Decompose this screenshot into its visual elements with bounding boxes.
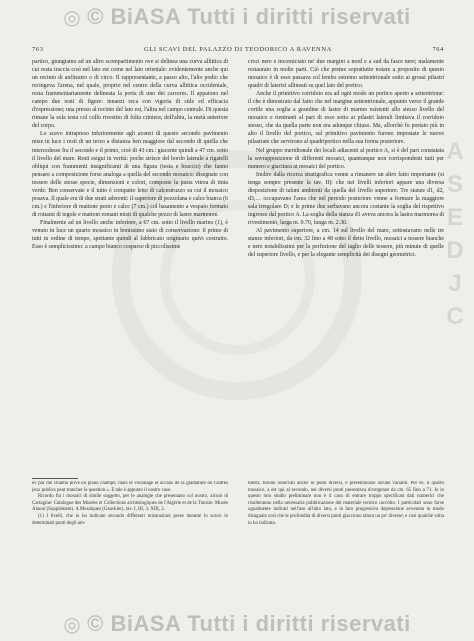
copyright-logo-icon: ◎ [63, 614, 82, 636]
watermark-side-letter: E [446, 204, 463, 231]
right-column-paragraph: Anche il primitivo corridoio era ad ogni modo un portico aperto a settentrione: il che è dimostrato dal fatto che nel margine settentrionale, appunto verso il grande cortile una soglia a grandine di lastre di marmo esistenti allo stesso livello del mosaico e rientranti al pari di esso sotto ai pilastri laterali limitava il corridoio stesso, che da quella parte non era adunque chiuso. Ma, allorchè fu portato più in alto il livello del portico, sul primitivo pavimento furono impostate le nuove pilastrate che servirono al quadriportico nella sua forma posteriore. [248, 91, 444, 146]
footnote-rule [32, 478, 78, 479]
left-text-column [32, 58, 228, 476]
running-title: GLI SCAVI DEL PALAZZO DI TEODORICO A RAVENNA [144, 46, 332, 53]
page-number-right: 764 [432, 46, 444, 53]
right-column-paragraph: Al pavimento superiore, a cm. 14 sul livello del mare, sottostavano nelle tre stanze inferiori, da cm. 32 fino a 48 sotto il detto livello, mosaici a tessere bianche e nere notabilissimi per la perfezione del taglio delle tessere, più minute di quelle del superiore livello, e per la elegante semplicità dei disegni geometrici. [248, 227, 444, 259]
footnote-left-paragraph: ex par me chiama prive en piano champs; mais le voisinage et accans de la gladiature on l'autres jeux publics peut trancher la question ». E tale è appunto il nostro caso. [32, 481, 228, 493]
right-column-paragraph: Inoltre dalla ricerca stratigrafica venne a rimanere un altro fatto importante (si tenga sempre presente la tav. II): che nei livelli inferiori appare una diversa disposizione di taluni ambienti da quella del livello superiore. Tre stanze d1, d2, d3,… occupavano l'area che nel periodo posteriore venne a formare la maggiore sala irregolare D; e le prime due serbavano ancora costante la soglia del rispettivo ingresso dal portico A. La soglia della stanza d1 aveva ancora la lastra marmorea di rivestimento, larga m. 0.70, lunga m. 2.30. [248, 171, 444, 226]
footnote-right-paragraph: bienti, furono osservati anche in punti diversi, e presentavano alcune varianti. Per es. il quarto mosaico, a est qui al secondo, nei diversi punti presentava divergenze da cm. 65 fino a 71. Io in questo mio studio preliminare non è il caso di entrare troppo specificati dati numerici che risulteranno nella necessaria pubblicazione del materiale tecnico raccolto. I particolari sono forse ugualmente indicati nell'uso all'alto lato, e la loro progressiva depressione avvenuta in modo disuguale così che le profondità di diversi punti giacciono talora un po' diverse; e così qualche volta io ho indicato. [248, 481, 444, 526]
left-column-paragraph: Finalmente ad un livello anche inferiore, a 67 cm. sotto il livello marino (1), è venuto in luce un quarto mosaico in bonissimo stato di conservazione: il primo di tutti in ordine di tempo, spettante quindi al fabbricato originario quivi costruito. Esso è semplicissimo: a campo bianco cosparso di piccolissime [32, 219, 228, 251]
page-header [32, 46, 444, 58]
footnote-left-paragraph: (1) I livelli, che io ho indicato secondo differenti misurazioni prese durante lo scavo in determinati punti degli am- [32, 513, 228, 526]
right-column-paragraph: croci nere e incorniciato ne' due margini a nord e a sud da fasce nere; malamente restaurato in molte parti. Ciò che preme soprattutto notare a proposito di questo mosaico è di esso passava col lembo estremo settentrionale sotto ai grossi pilastri quadri di laterizi allineati su quel lato del portico. [248, 59, 444, 90]
left-column-paragraph: partico, giungiamo ad un altro scompartimento ove si delinea una curva allittica di cui resta traccia così nel lato est come nel lato orientale: evidentemente anche qui un recinto di anfiteatro o di circo. Il rappresentante, a passo alto, l'alto podio che recingeva l'arena, nel quale, proprio nel centro della curva allittica occidentale, resta frammentariamente delineata la porta di uno dei carceres. Il appaiono nel campo due resti di figure: innanzi reca con vigoria di stile ed efficacia d'espressione; una presso al recinto del lato est, l'altra nel campo centrale. Di questa rimane la sola testa col collo rivestito di folta criniera; dell'altra, la metà anteriore del corpo. [32, 59, 228, 130]
footnotes-left [32, 481, 228, 565]
watermark-bottom [0, 611, 474, 637]
watermark-side-letters [443, 135, 467, 333]
footnote-left-paragraph: Ricordo fra i mosaici di simile soggetto, per le analogie che presentano col nostro, alcuni di Cartagine: Catalogue des Musées et Collections archéologiques de l'Algérie et de la Tunisie: Musée Alaoui (Supplément). A Mosaïques (Gauckler), tav. I, III, 3; XIII, 2. [32, 494, 228, 513]
right-text-column [248, 58, 444, 476]
right-column-paragraph: Nel gruppo meridionale dei locali adiacenti al portico A, si è del pari constatata la sovrapposizione di differenti mosaici, quantunque non corrispondenti tutti per numero e giacitura ai mosaici del portico. [248, 147, 444, 170]
watermark-side-letter: J [448, 270, 462, 297]
watermark-side-letter: D [446, 237, 464, 264]
page-number-left: 763 [32, 46, 44, 53]
watermark-top [0, 4, 474, 30]
watermark-bottom-text: © BiASA Tutti i diritti riservati [87, 611, 411, 636]
left-column-paragraph: Lo scavo intrapreso inferiormente agli avanzi di questo secondo pavimento mise in luce i resti di un terzo a distanza ben maggiore dal secondo di quella che intercedesse fra il secondo e il primo, cioè di 43 cm.: giacente quindi a 47 cm. sotto il livello del mare. Resti esigui in verità: poche strisce del bordo laterale a rigatelli obliqui con frammenti insignificanti di una figura (testa e braccio) che fanno pensare a composizione forse analoga a quella del secondo mosaico: disegnate con tessere delle stesse specie, dimensioni e colori, composte la pasta vitrea di tinta verde. Ben conservate e il tutto è compatto letto di calcestruzzo su cui il mosaico posava. Il quale era di due strati aderenti: il superiore di pozzolana e calce bianca (6 cm.) e l'inferiore di mattone pesto e calce (7 cm.) col basamento a vespaio formato di rottami di tegole e mattoni romani misti di qualche pezzo di lastre marmoree. [32, 131, 228, 218]
watermark-top-text: © BiASA Tutti i diritti riservati [87, 4, 411, 29]
watermark-side-letter: S [446, 171, 463, 198]
watermark-side-letter: A [446, 138, 464, 165]
footnotes-right [248, 481, 444, 565]
copyright-logo-icon: ◎ [63, 7, 82, 29]
watermark-side-letter: C [446, 303, 464, 330]
